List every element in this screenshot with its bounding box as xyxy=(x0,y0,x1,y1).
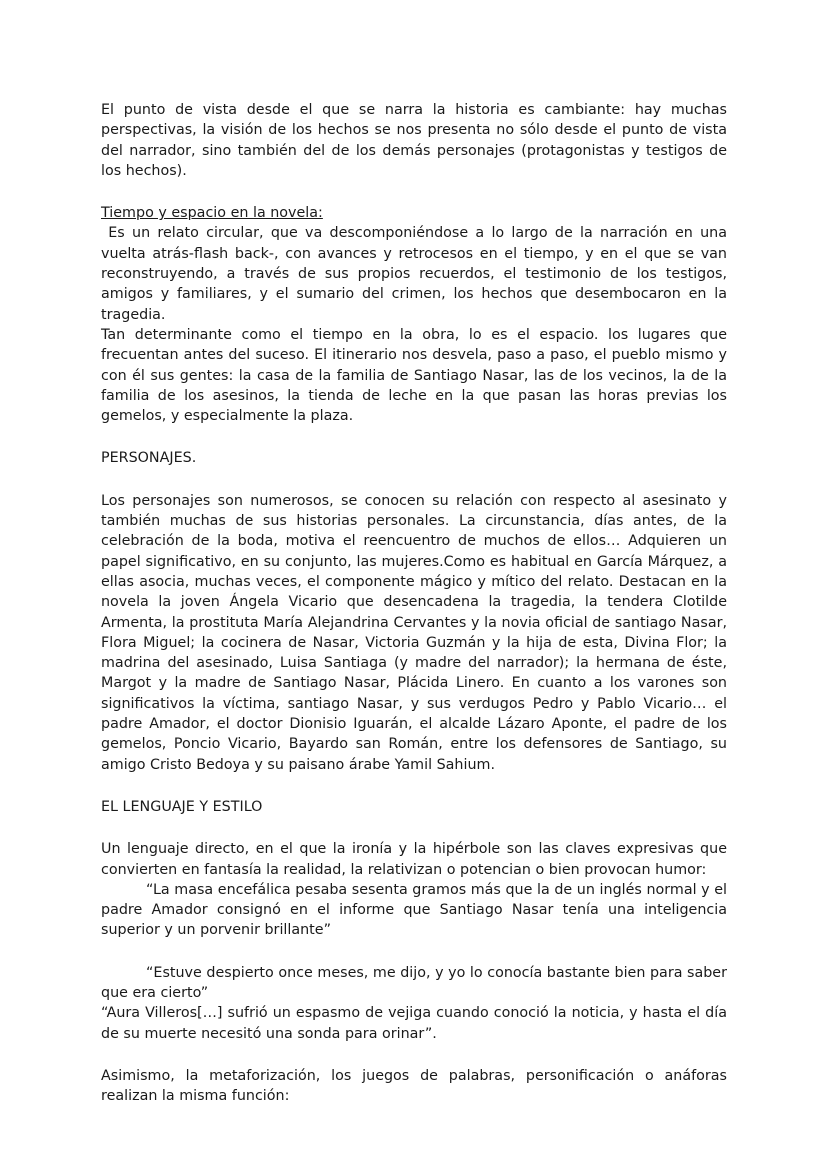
quote-despierto: “Estuve despierto once meses, me dijo, y yo lo conocía bastante bien para saber que era cierto” xyxy=(101,964,727,1001)
quote-masa-encefalica: “La masa encefálica pesaba sesenta gramos más que la de un inglés normal y el padre Amador consignó en el informe que Santiago Nasar tenía una inteligencia superior y un porvenir brillante” xyxy=(101,881,727,939)
document-body xyxy=(101,100,732,1106)
paragraph-lenguaje: Un lenguaje directo, en el que la ironía y la hipérbole son las claves expresivas que convierten en fantasía la realidad, la relativizan o potencian o bien provocan humor: xyxy=(101,841,727,878)
heading-tiempo-espacio xyxy=(101,203,727,223)
heading-tiempo-espacio-text: Tiempo y espacio en la novela: xyxy=(101,205,323,222)
paragraph-punto-de-vista: El punto de vista desde el que se narra la historia es cambiante: hay muchas perspectivas, la visión de los hechos se nos presenta no sólo desde el punto de vista del narrador, sino también del de los demás personajes (protagonistas y testigos de los hechos). xyxy=(101,102,727,179)
paragraph-espacio: Tan determinante como el tiempo en la obra, lo es el espacio. los lugares que frecuentan antes del suceso. El itinerario nos desvela, paso a paso, el pueblo mismo y con él sus gentes: la casa de la familia de Santiago Nasar, las de los vecinos, la de la familia de los asesinos, la tienda de leche en la que pasan las horas previas los gemelos, y especialmente la plaza. xyxy=(101,326,727,425)
heading-personajes: PERSONAJES. xyxy=(101,450,197,467)
paragraph-metaforizacion: Asimismo, la metaforización, los juegos de palabras, personificación o anáforas realizan la misma función: xyxy=(101,1067,727,1105)
paragraph-personajes: Los personajes son numerosos, se conocen su relación con respecto al asesinato y también muchas de sus historias personales. La circunstancia, días antes, de la celebración de la boda, motiva el reencuentro de muchos de ellos… Adquieren un papel significativo, en su conjunto, las mujeres.Como es habitual en García Márquez, a ellas asocia, muchas veces, el componente mágico y mítico del relato. Destacan en la novela la joven Ángela Vicario que desencadena la tragedia, la tendera Clotilde Armenta, la prostituta María Alejandrina Cervantes y la novia oficial de santiago Nasar, Flora Miguel; la cocinera de Nasar, Victoria Guzmán y la hija de esta, Divina Flor; la madrina del asesinado, Luisa Santiaga (y madre del narrador); la hermana de éste, Margot y la madre de Santiago Nasar, Plácida Linero. En cuanto a los varones son significativos la víctima, santiago Nasar, y sus verdugos Pedro y Pablo Vicario… el padre Amador, el doctor Dionisio Iguarán, el alcalde Lázaro Aponte, el padre de los gemelos, Poncio Vicario, Bayardo san Román, entre los defensores de Santiago, su amigo Cristo Bedoya y su paisano árabe Yamil Sahium. xyxy=(101,492,727,773)
quote-aura-villeros: “Aura Villeros[…] sufrió un espasmo de vejiga cuando conoció la noticia, y hasta el día de su muerte necesitó una sonda para orinar”. xyxy=(101,1005,727,1042)
paragraph-relato-circular: Es un relato circular, que va descomponiéndose a lo largo de la narración en una vuelta atrás-flash back-, con avances y retrocesos en el tiempo, y en el que se van reconstruyendo, a través de sus propios recuerdos, el testimonio de los testigos, amigos y familiares, y el sumario del crimen, los hechos que desembocaron en la tragedia. xyxy=(101,225,732,323)
heading-lenguaje-estilo: EL LENGUAJE Y ESTILO xyxy=(101,798,263,815)
